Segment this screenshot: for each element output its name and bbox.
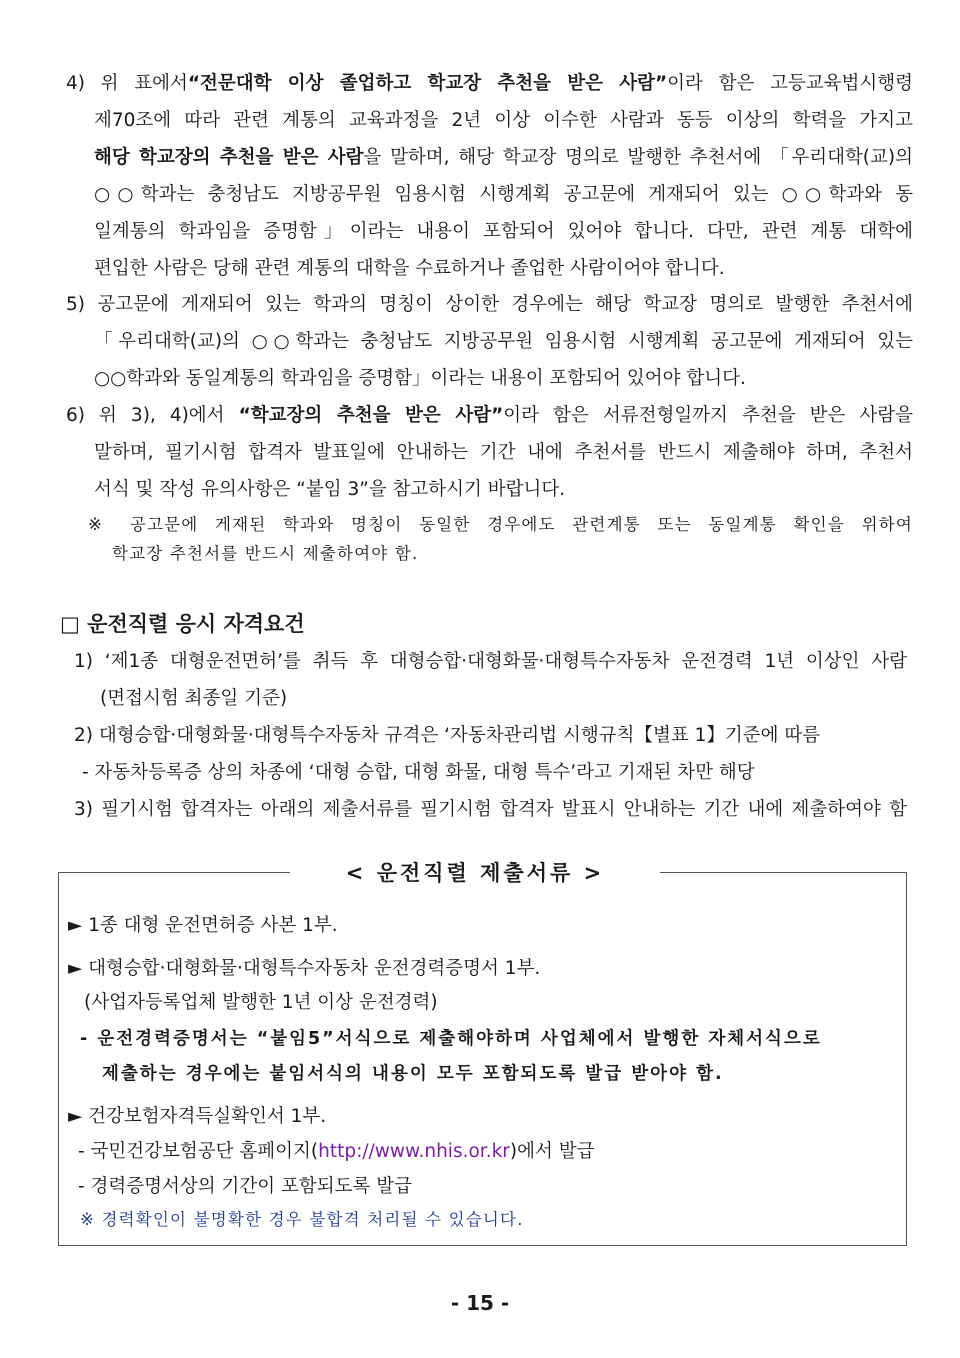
item4-line3 xyxy=(94,145,913,171)
item5-line1: 5) 공고문에 게재되어 있는 학과의 명칭이 상이한 경우에는 해당 학교장 명의로 발행한 추천서에 xyxy=(66,294,913,315)
doc-1: ► 1종 대형 운전면허증 사본 1부. xyxy=(68,915,338,936)
item6-line1-post: 이라 함은 서류전형일까지 추천을 받은 사람을 xyxy=(503,405,913,426)
item6-line3: 서식 및 작성 유의사항은 “붙임 3”을 참고하시기 바랍니다. xyxy=(94,479,566,500)
doc-3-sub-2: - 경력증명서상의 기간이 포함되도록 발급 xyxy=(78,1176,413,1197)
page-number: - 15 - xyxy=(450,1291,510,1315)
item4-line5: 일계통의 학과임을 증명함」이라는 내용이 포함되어 있어야 합니다. 다만, 관련 계통 대학에 xyxy=(94,221,913,242)
nhis-link[interactable]: http://www.nhis.or.kr xyxy=(318,1141,510,1162)
doc-3-sub-1-pre: - 국민건강보험공단 홈페이지( xyxy=(78,1141,319,1162)
requirement-2: 2) 대형승합·대형화물·대형특수자동차 규격은 ‘자동차관리법 시행규칙【별표 1】기준에 따름 xyxy=(74,725,821,746)
note-line1: ※ 공고문에 게재된 학과와 명칭이 동일한 경우에도 관련계통 또는 동일계통 확인을 위하여 xyxy=(88,515,913,534)
doc-2-bold-2: 제출하는 경우에는 붙임서식의 내용이 모두 포함되도록 발급 받아야 함. xyxy=(102,1064,724,1084)
section-title: □ 운전직렬 응시 자격요건 xyxy=(60,612,305,636)
item5-line3: ○○학과와 동일계통의 학과임을 증명함」이라는 내용이 포함되어 있어야 합니다. xyxy=(94,368,746,389)
item6-line1-pre: 6) 위 3), 4)에서 xyxy=(66,405,239,426)
doc-3-sub-1-post: )에서 발급 xyxy=(509,1141,595,1162)
doc-3-sub-1 xyxy=(78,1139,595,1165)
item4-line1-pre: 4) 위 표에서 xyxy=(66,73,188,94)
box-title: < 운전직렬 제출서류 > xyxy=(345,861,605,885)
item4-line2: 제70조에 따라 관련 계통의 교육과정을 2년 이상 이수한 사람과 동등 이상의 학력을 가지고 xyxy=(94,110,913,131)
requirement-3: 3) 필기시험 합격자는 아래의 제출서류를 필기시험 합격자 발표시 안내하는 기간 내에 제출하여야 함 xyxy=(74,799,907,820)
item6-line1 xyxy=(66,403,913,429)
doc-2-bold-1: - 운전경력증명서는 “붙임5”서식으로 제출해야하며 사업체에서 발행한 자체서식으로 xyxy=(80,1029,822,1049)
item6-line1-bold: “학교장의 추천을 받은 사람” xyxy=(238,405,504,426)
requirement-1-note: (면접시험 최종일 기준) xyxy=(100,688,288,709)
doc-3: ► 건강보험자격득실확인서 1부. xyxy=(68,1106,327,1127)
requirement-2-sub: - 자동차등록증 상의 차종에 ‘대형 승합, 대형 화물, 대형 특수’라고 기재된 차만 해당 xyxy=(82,762,755,783)
item4-line1-bold: “전문대학 이상 졸업하고 학교장 추천을 받은 사람” xyxy=(187,73,668,94)
item4-line3-post: 을 말하며, 해당 학교장 명의로 발행한 추천서에 「우리대학(교)의 xyxy=(363,147,913,168)
doc-2-sub: (사업자등록업체 발행한 1년 이상 운전경력) xyxy=(84,992,438,1013)
doc-2: ► 대형승합·대형화물·대형특수자동차 운전경력증명서 1부. xyxy=(68,958,541,979)
item4-line6: 편입한 사람은 당해 관련 계통의 대학을 수료하거나 졸업한 사람이어야 합니다. xyxy=(94,258,725,279)
item6-line2: 말하며, 필기시험 합격자 발표일에 안내하는 기간 내에 추천서를 반드시 제출해야 하며, 추천서 xyxy=(94,442,913,463)
warning-note: ※ 경력확인이 불명확한 경우 불합격 처리될 수 있습니다. xyxy=(80,1210,524,1229)
requirement-1: 1) ‘제1종 대형운전면허’를 취득 후 대형승합·대형화물·대형특수자동차 운전경력 1년 이상인 사람 xyxy=(74,651,907,672)
item5-line2: 「우리대학(교)의 ○○학과는 충청남도 지방공무원 임용시험 시행계획 공고문에 게재되어 있는 xyxy=(94,331,913,352)
item4-line1-post: 이라 함은 고등교육법시행령 xyxy=(667,73,914,94)
item4-line1 xyxy=(66,71,913,97)
item4-line4: ○○학과는 충청남도 지방공무원 임용시험 시행계획 공고문에 게재되어 있는 ○○학과와 동 xyxy=(94,184,913,205)
item4-line3-bold: 해당 학교장의 추천을 받은 사람 xyxy=(94,147,364,168)
note-line2: 학교장 추천서를 반드시 제출하여야 함. xyxy=(112,544,419,563)
